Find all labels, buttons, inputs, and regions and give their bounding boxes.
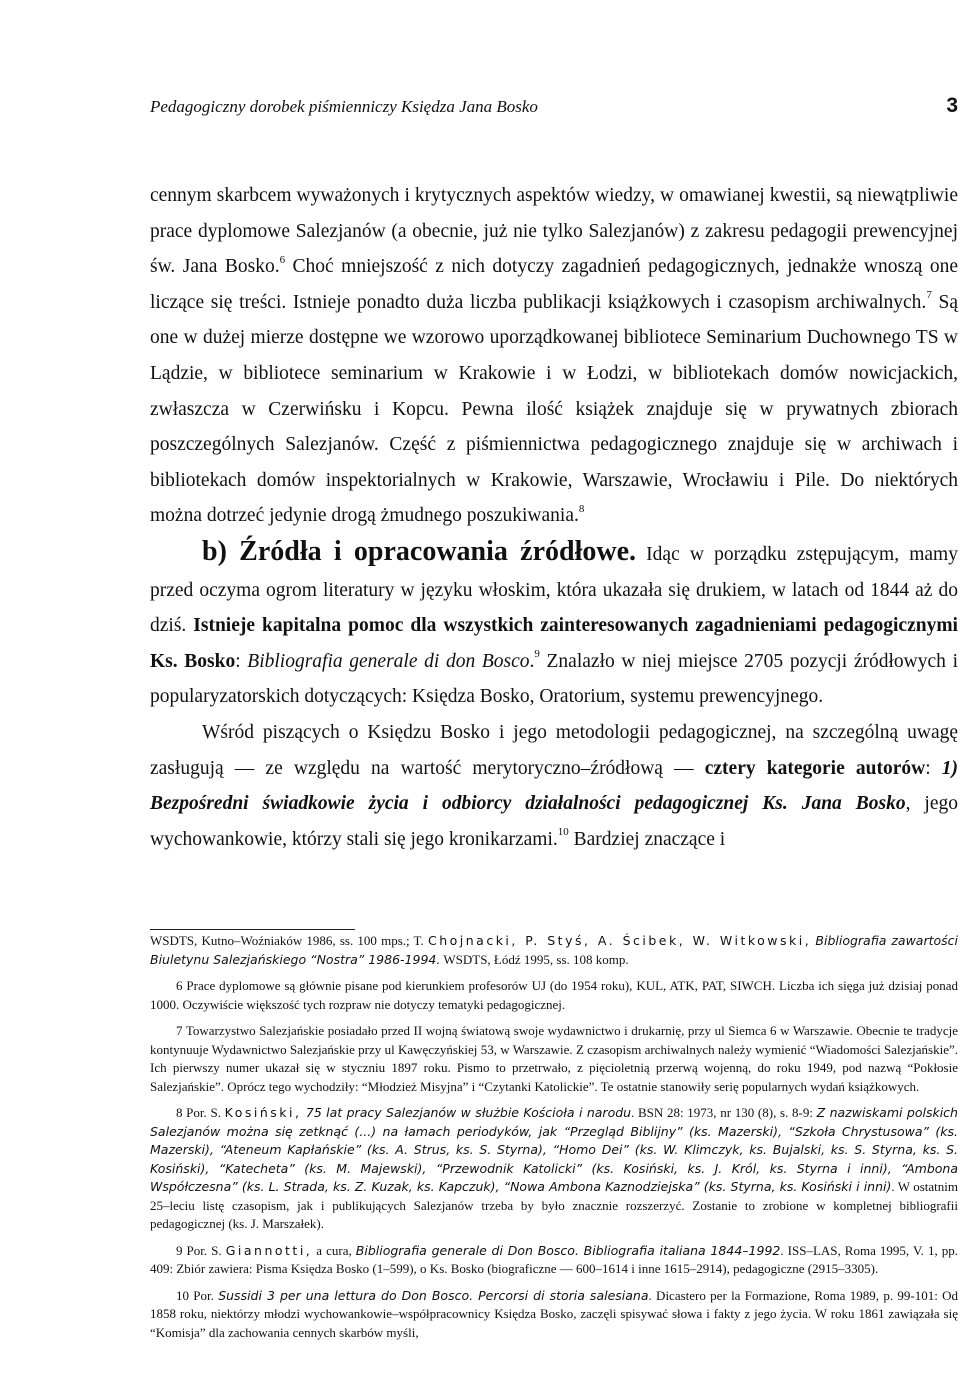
bold-italic-run: 1) Bezpośredni świadkowie życia i odbiorcy działalności pedagogicznej Ks. Jana Bosko (150, 757, 958, 815)
paragraph-3 (150, 715, 958, 857)
citation-title: Bibliografia zawartości Biuletynu Salezjańskiego “Nostra” 1986-1994. (150, 933, 959, 967)
text-run: a cura, (312, 1242, 356, 1258)
citation-title: 75 lat pracy Salezjanów w służbie Kościoła i narodu (301, 1105, 632, 1120)
text-run: . Dicastero per la Formazione, Roma 1989, p. 99-101: Od 1858 roku, niektórzy młodzi wychowankowie–współpracownicy Księdza Bosko, zaczęli spisywać słowa i fakty z jego życia. W roku 1861 zawiązała się “Komisja” dla zachowania cennych skarbów myśli, (150, 1287, 959, 1340)
footnote-ref-9: 9 (534, 648, 540, 661)
citation-title: Bibliografia generale di Don Bosco. Bibliografia italiana 1844–1992 (355, 1242, 781, 1258)
page-number: 3 (946, 94, 958, 117)
footnote-continuation (150, 932, 958, 969)
text-run: : (235, 650, 248, 672)
text-run: . W ostatnim 25–leciu listę czasopism, jak i publikujących Salezjanów trzeba by było znacznie rozszerzyć. Zostanie to zrobione w kompletnej bibliografii pedagogicznej (ks. J. Marszałek). (150, 1179, 958, 1231)
paragraph-2 (150, 534, 958, 715)
footnote-6: 6 Prace dyplomowe są głównie pisane pod kierunkiem profesorów UJ (do 1954 roku), KUL, ATK, PAT, SIWCH. Liczba ich sięga już dzisiaj ponad 1000. Oczywiście większość tych rozpraw nie dotyczy tematyki pedagogicznej. (150, 978, 958, 1012)
bold-run: cztery kategorie autorów (704, 757, 926, 779)
section-heading: b) Źródła i opracowania źródłowe. (202, 535, 637, 567)
text-run: Idąc w porządku zstępującym, mamy przed oczyma ogrom literatury w języku włoskim, która ukazała się drukiem, w latach od 1844 aż do dziś. (150, 543, 958, 637)
text-run: WSDTS, Kutno–Woźniaków 1986, ss. 100 mps.; T. (150, 933, 428, 948)
book-title: Bibliografia generale di don Bosco (247, 650, 530, 672)
author-name: Giannotti, (225, 1242, 313, 1258)
paragraph-1 (150, 178, 958, 534)
text-run: . (529, 650, 535, 672)
running-title: Pedagogiczny dorobek piśmienniczy Księdza Jana Bosko (150, 97, 538, 116)
text-run: : (925, 757, 942, 779)
bold-run: Istnieje kapitalna pomoc dla wszystkich zainteresowanych zagadnieniami pedagogicznymi Ks. Bosko (150, 615, 958, 672)
footnote-10 (150, 1287, 958, 1343)
text-run: , jego wychowankowie, którzy stali się jego kronikarzami. (150, 793, 958, 850)
footnote-separator (150, 929, 355, 930)
text-run: Znalazło w niej miejsce 2705 pozycji źródłowych i popularyzatorskich dotyczących: Księdza Bosko, Oratorium, systemu prewencyjnego. (150, 650, 958, 708)
footnote-8 (150, 1104, 958, 1234)
text-run: cennym skarbcem wyważonych i krytycznych aspektów wiedzy, w omawianej kwestii, są niewątpliwie prace dyplomowe Salezjanów (a obecnie, już nie tylko Salezjanów) z zakresu pedagogii prewencyjnej św. Jana Bosko. (150, 185, 958, 278)
text-run: 8 Por. S. (176, 1105, 225, 1120)
author-names: Chojnacki, P. Styś, A. Ścibek, W. Witkowski, (427, 933, 812, 948)
text-run: WSDTS, Łódź 1995, ss. 108 komp. (440, 951, 629, 967)
author-name: Kosiński, (224, 1105, 302, 1120)
footnotes (150, 932, 958, 1350)
footnote-7: 7 Towarzystwo Salezjańskie posiadało przed II wojną światową swoje wydawnictwo i drukarnię, przy ul Siemca 6 w Warszawie. Obecnie te tradycje kontynuuje Wydawnictwo Salezjańskie przy ul Kawęczyńskiej 53, w Warszawie. Z czasopism archiwalnych należy wymienić “Wiadomości Salezjańskie”. Ich pierwszy numer ukazał się w styczniu 1897 roku. Pismo to przetrwało, z pięcioletnią przerwą wojenną, do roku 1949, pod nazwą “Pokłosie Salezjańskie”. Oprócz tego wychodziły: “Młodzież Misyjna” i “Czytanki Katolickie”. Te ostatnie stanowiły serię popularnych wydań książkowych. (150, 1023, 958, 1094)
text-run: Są one w dużej mierze dostępne we wzorowo uporządkowanej bibliotece Seminarium Duchownego TS w Lądzie, w bibliotece seminarium w Krakowie i w Łodzi, w bibliotekach domów nowicjackich, zwłaszcza w Czerwińsku i Kopcu. Pewna ilość książek znajduje się w prywatnych zbiorach poszczególnych Salezjanów. Część z piśmiennictwa pedagogicznego znajduje się w archiwach i bibliotekach domów inspektorialnych w Krakowie, Warszawie, Wrocławiu i Pile. Do niektórych można dotrzeć jedynie drogą żmudnego poszukiwania. (150, 291, 958, 527)
citation-title: Sussidi 3 per una lettura do Don Bosco. Percorsi di storia salesiana (218, 1287, 649, 1303)
footnote-ref-10: 10 (557, 826, 569, 839)
footnote-ref-6: 6 (279, 253, 286, 266)
quotation: Z nazwiskami polskich Salezjanów można się zetknąć (...) na łamach periodyków, jak “Przegląd Biblijny” (ks. Mazerski), “Szkoła Chrystusowa” (ks. Mazerski), “Ateneum Kapłańskie” (ks. A. Strus, ks. S. Styrna), “Homo Dei” (ks. W. Klimczyk, ks. Bujalski, ks. S. Styrna, ks. S. Kosiński), “Katecheta” (ks. M. Majewski), “Przewodnik Katolicki” (ks. Kosiński, ks. J. Król, ks. Styrna i inni), “Ambona Współczesna” (ks. L. Strada, ks. Z. Kuzak, ks. Kapczuk), “Nowa Ambona Kaznodziejska” (ks. Styrna, ks. Kosiński i inni) (150, 1105, 958, 1194)
text-run: Wśród piszących o Księdzu Bosko i jego metodologii pedagogicznej, na szczególną uwagę zasługują — ze względu na wartość merytoryczno–źródłową — (150, 721, 958, 779)
text-run: Choć mniejszość z nich dotyczy zagadnień pedagogicznych, jednakże wnoszą one liczące się treści. Istnieje ponadto duża liczba publikacji książkowych i czasopism archiwalnych. (150, 256, 958, 313)
text-run: . BSN 28: 1973, nr 130 (8), s. 8-9: (631, 1105, 817, 1120)
footnote-ref-7: 7 (926, 289, 932, 302)
text-run: Bardziej znaczące i (568, 828, 726, 850)
footnote-ref-8: 8 (578, 502, 585, 515)
main-text (150, 178, 958, 857)
footnote-9 (150, 1242, 958, 1279)
text-run: . ISS–LAS, Roma 1995, V. 1, pp. 409: Zbiór zawiera: Pisma Księdza Bosko (1–599), o Ks. Bosko (biograficzne — 600–1614 i inne 1615–2914), pedagogiczne (2915–3305). (150, 1242, 958, 1276)
text-run: 9 Por. S. (176, 1242, 226, 1258)
page-header (150, 94, 958, 123)
text-run: 10 Por. (176, 1287, 219, 1303)
